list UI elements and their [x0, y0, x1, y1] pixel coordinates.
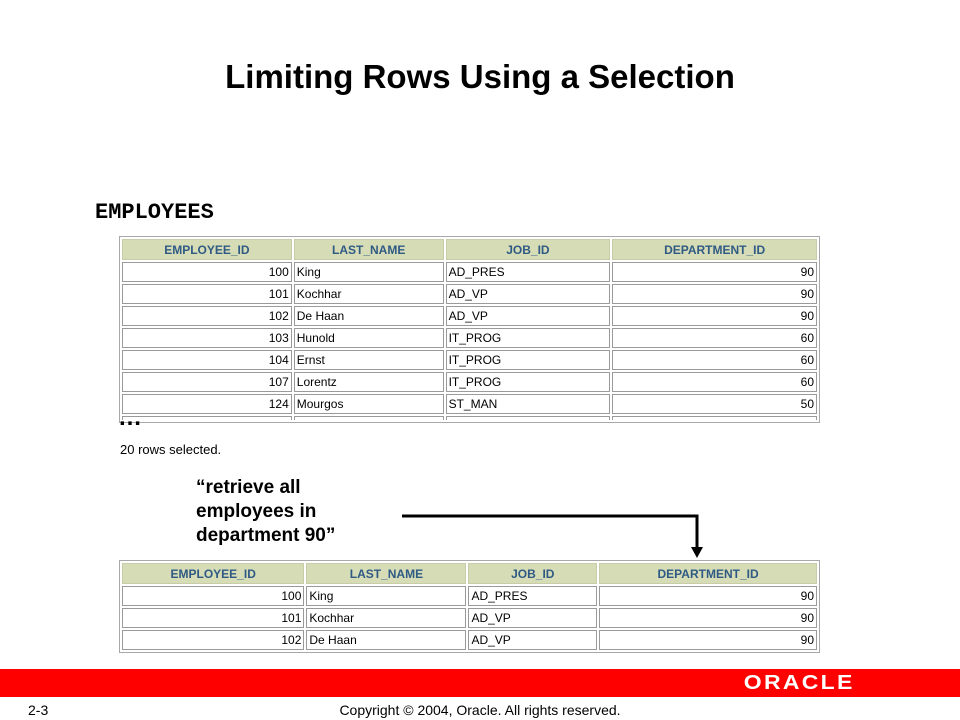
last-name-cell: Kochhar [294, 284, 444, 304]
oracle-logo [736, 672, 862, 694]
employee-id-cell: 102 [122, 306, 292, 326]
job-id-cell: AD_VP [446, 284, 611, 304]
department-id-cell: 60 [612, 328, 817, 348]
column-header-employee-id: EMPLOYEE_ID [122, 239, 292, 260]
job-id-cell: AD_VP [468, 608, 597, 628]
slide-number: 2-3 [28, 702, 49, 718]
table-name-label: EMPLOYEES [95, 200, 214, 225]
department-id-cell: 60 [612, 350, 817, 370]
department-id-cell: 50 [612, 394, 817, 414]
employee-id-cell: 101 [122, 608, 304, 628]
last-name-cell: De Haan [294, 306, 444, 326]
last-name-cell: King [294, 262, 444, 282]
employee-id-cell: 100 [122, 262, 292, 282]
last-name-cell: King [306, 586, 466, 606]
department-id-cell: 90 [599, 586, 817, 606]
job-id-cell: ST_MAN [446, 394, 611, 414]
employee-id-cell: 102 [122, 630, 304, 650]
column-header-department-id: DEPARTMENT_ID [612, 239, 817, 260]
employee-id-cell: 124 [122, 394, 292, 414]
column-header-last-name: LAST_NAME [306, 563, 466, 584]
employee-id-cell: 100 [122, 586, 304, 606]
employee-id-cell: 101 [122, 284, 292, 304]
department-id-cell: 90 [612, 306, 817, 326]
oracle-logo-text: ORACLE [743, 671, 855, 694]
column-header-last-name: LAST_NAME [294, 239, 444, 260]
callout-line: department 90” [196, 525, 336, 546]
job-id-cell: AD_VP [468, 630, 597, 650]
job-id-cell: IT_PROG [446, 372, 611, 392]
callout-line: “retrieve all [196, 477, 301, 498]
copyright-notice: Copyright © 2004, Oracle. All rights reserved. [339, 702, 621, 718]
last-name-cell: Hunold [294, 328, 444, 348]
last-name-cell: Ernst [294, 350, 444, 370]
rows-selected-text: 20 rows selected. [120, 442, 222, 457]
department-id-cell: 90 [612, 262, 817, 282]
job-id-cell: AD_VP [446, 306, 611, 326]
employee-id-cell: 107 [122, 372, 292, 392]
slide-title: Limiting Rows Using a Selection [225, 58, 735, 95]
table-row [122, 630, 817, 650]
department-id-cell: 90 [612, 284, 817, 304]
footer-bar [0, 669, 960, 697]
callout-line: employees in [196, 501, 317, 522]
arrow-line [402, 516, 697, 549]
column-header-job-id: JOB_ID [446, 239, 611, 260]
employee-id-cell: 103 [122, 328, 292, 348]
employee-id-cell: 104 [122, 350, 292, 370]
column-header-department-id: DEPARTMENT_ID [599, 563, 817, 584]
table-row [122, 608, 817, 628]
job-id-cell: IT_PROG [446, 328, 611, 348]
more-rows-ellipsis: … [118, 404, 144, 431]
department-id-cell: 60 [612, 372, 817, 392]
job-id-cell: IT_PROG [446, 350, 611, 370]
last-name-cell: Kochhar [306, 608, 466, 628]
last-name-cell: De Haan [306, 630, 466, 650]
result-table [119, 560, 820, 653]
department-id-cell: 90 [599, 630, 817, 650]
job-id-cell: AD_PRES [468, 586, 597, 606]
table-row [122, 586, 817, 606]
last-name-cell: Mourgos [294, 394, 444, 414]
arrow-head [691, 547, 703, 558]
column-header-employee-id: EMPLOYEE_ID [122, 563, 304, 584]
department-id-cell: 90 [599, 608, 817, 628]
table-header-row [122, 563, 817, 584]
job-id-cell: AD_PRES [446, 262, 611, 282]
column-header-job-id: JOB_ID [468, 563, 597, 584]
last-name-cell: Lorentz [294, 372, 444, 392]
